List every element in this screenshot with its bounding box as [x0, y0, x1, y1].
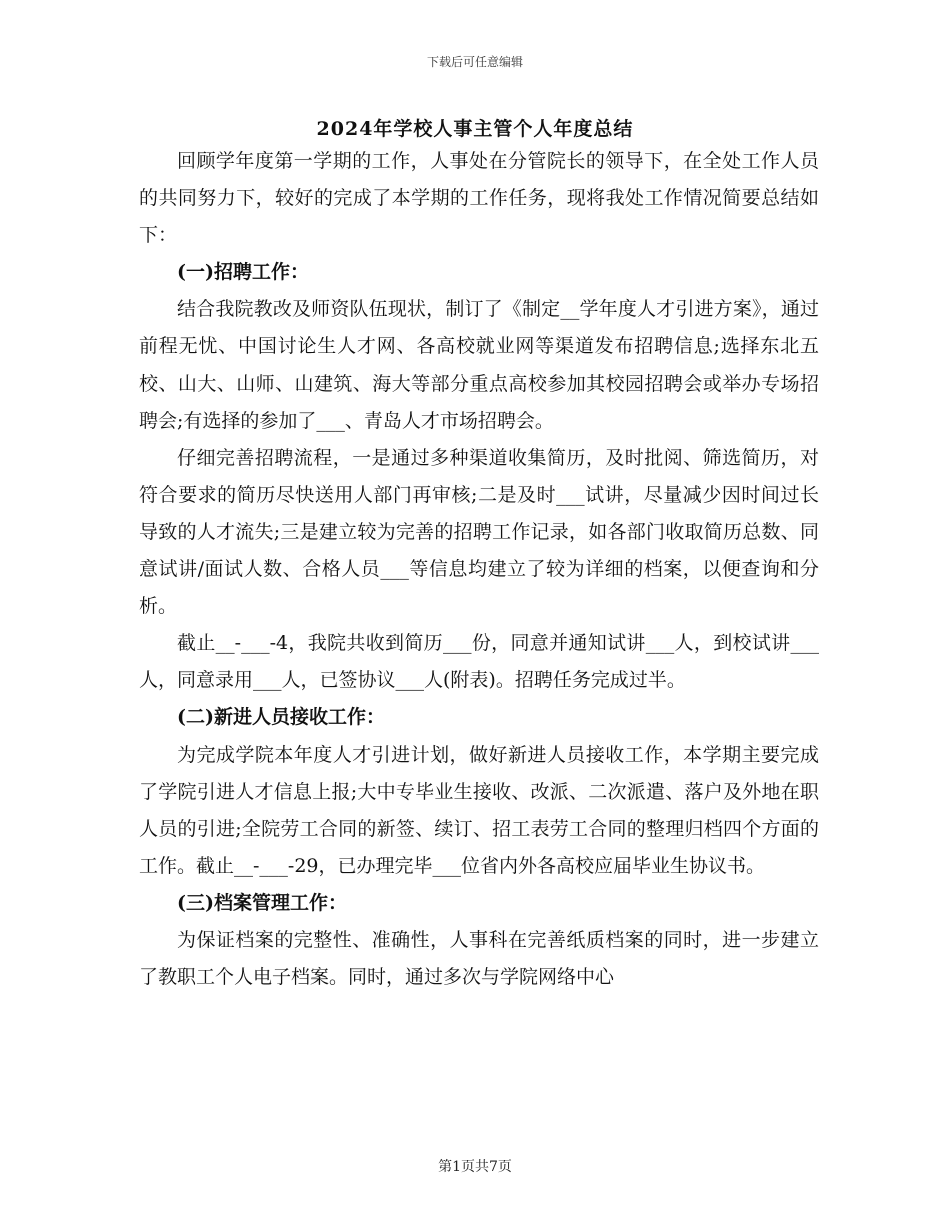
archives-paragraph-1: 为保证档案的完整性、准确性，人事科在完善纸质档案的同时，进一步建立了教职工个人电子档案。同时，通过多次与学院网络中心 — [139, 928, 819, 989]
recruitment-paragraph-1: 结合我院教改及师资队伍现状，制订了《制定__学年度人才引进方案》，通过前程无忧、中国讨论生人才网、各高校就业网等渠道发布招聘信息;选择东北五校、山大、山师、山建筑、海大等部分重点高校参加其校园招聘会或举办专场招聘会;有选择的参加了___、青岛人才市场招聘会。 — [139, 298, 819, 432]
intro-paragraph: 回顾学年度第一学期的工作，人事处在分管院长的领导下，在全处工作人员的共同努力下，较好的完成了本学期的工作任务，现将我处工作情况简要总结如下： — [139, 150, 819, 247]
document-title: 2024年学校人事主管个人年度总结 — [316, 118, 634, 140]
recruitment-paragraph-2: 仔细完善招聘流程，一是通过多种渠道收集简历，及时批阅、筛选简历，对符合要求的简历尽快送用人部门再审核;二是及时___试讲，尽量减少因时间过长导致的人才流失;三是建立较为完善的招聘工作记录，如各部门收取简历总数、同意试讲/面试人数、合格人员___等信息均建立了较为详细的档案，以便查询和分析。 — [139, 446, 819, 618]
page-number: 第1页共7页 — [438, 1159, 512, 1175]
header-note: 下载后可任意编辑 — [426, 55, 523, 69]
recruitment-paragraph-3: 截止__-___-4，我院共收到简历___份，同意并通知试讲___人，到校试讲___人，同意录用___人，已签协议___人(附表)。招聘任务完成过半。 — [139, 632, 819, 692]
new-staff-paragraph-1: 为完成学院本年度人才引进计划，做好新进人员接收工作，本学期主要完成了学院引进人才信息上报;大中专毕业生接收、改派、二次派遣、落户及外地在职人员的引进;全院劳工合同的新签、续订、招工表劳工合同的整理归档四个方面的工作。截止__-___-29，已办理完毕___位省内外各高校应届毕业生协议书。 — [139, 743, 819, 877]
section-heading-recruitment: (一)招聘工作： — [177, 261, 309, 284]
document-body — [139, 143, 819, 996]
section-heading-new-staff: (二)新进人员接收工作： — [177, 706, 385, 729]
section-heading-archives: (三)档案管理工作： — [177, 891, 347, 914]
